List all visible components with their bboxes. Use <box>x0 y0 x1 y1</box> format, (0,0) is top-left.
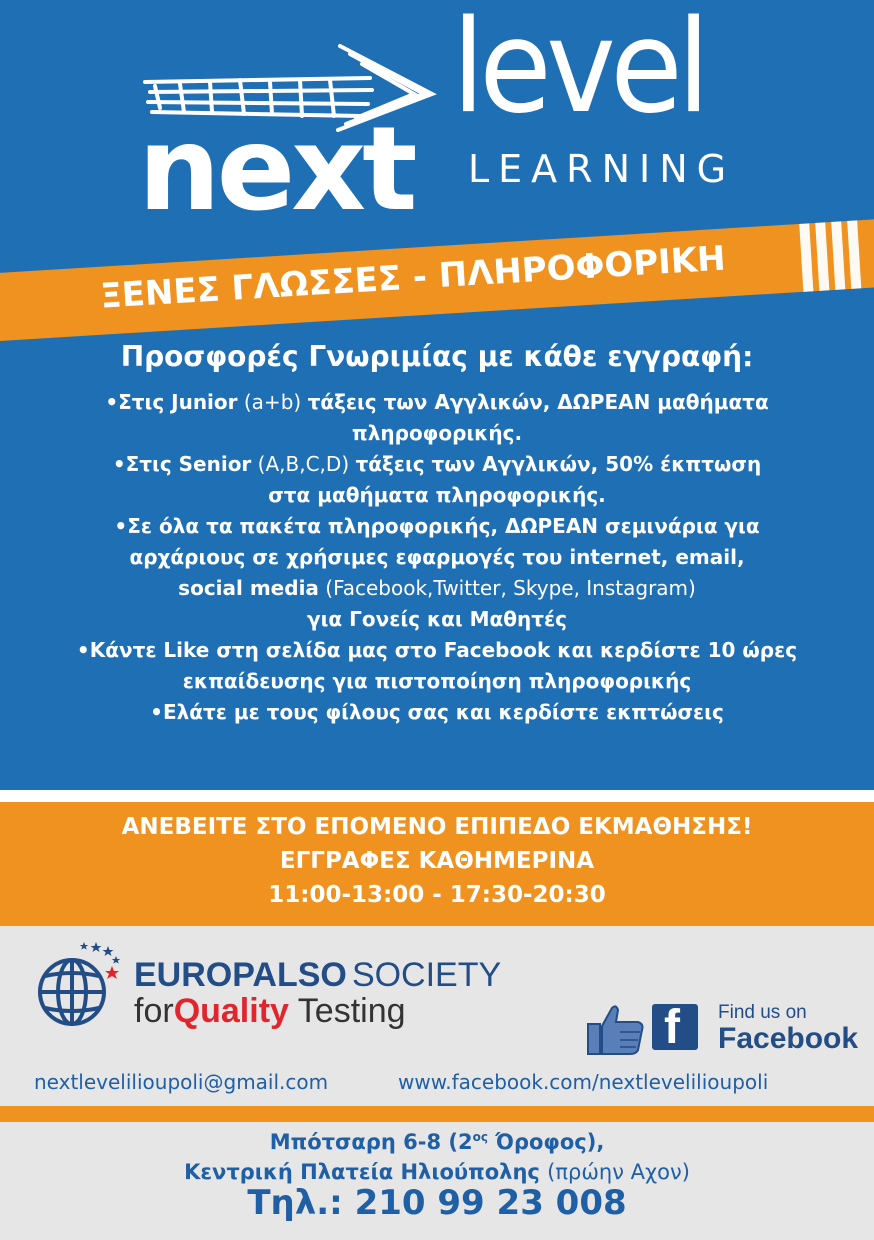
ribbon-text: ΞΕΝΕΣ ΓΛΩΣΣΕΣ - ΠΛΗΡΟΦΟΡΙΚΗ <box>99 238 727 317</box>
offers-block <box>0 340 874 728</box>
logo-word-next: next <box>138 102 414 237</box>
logo-word-level: level <box>452 0 705 142</box>
address-block <box>0 1122 874 1240</box>
offer-text: τάξεις των Αγγλικών, ΔΩΡΕΑΝ μαθήματα <box>307 390 769 414</box>
offer-text: αρχάριους σε χρήσιμες εφαρμογές του internet, email, <box>129 545 745 569</box>
orange-divider <box>0 1106 874 1122</box>
tagline-quality: Quality <box>173 992 289 1030</box>
address-former-name: (πρώην Αχον) <box>547 1160 690 1184</box>
tagline-for: for <box>134 992 174 1030</box>
offer-text: (a+b) <box>243 390 302 414</box>
europalso-name <box>134 956 501 995</box>
address-square-name: Κεντρική Πλατεία Ηλιούπολης <box>184 1160 540 1184</box>
address-street-b: Όροφος), <box>495 1130 605 1154</box>
band-hours: 11:00-13:00 - 17:30-20:30 <box>268 882 606 908</box>
logo-word-learning: LEARNING <box>468 147 736 191</box>
tagline-testing: Testing <box>297 992 406 1030</box>
offer-junior <box>0 387 874 449</box>
offer-text: τάξεις των Αγγλικών, 50% έκπτωση <box>355 452 762 476</box>
next-level-logo <box>0 0 874 240</box>
offer-text: για Γονείς και Μαθητές <box>306 607 568 631</box>
thumbs-up-icon <box>586 1004 646 1056</box>
address-square <box>0 1160 874 1184</box>
offer-text: (A,B,C,D) <box>257 452 350 476</box>
offer-text: εκπαίδευσης για πιστοποίηση πληροφορικής <box>182 669 692 693</box>
offers-title: Προσφορές Γνωριμίας με κάθε εγγραφή: <box>120 340 754 373</box>
offer-senior <box>0 449 874 511</box>
facebook-badge[interactable] <box>586 1000 859 1060</box>
offer-text: στα μαθήματα πληροφορικής. <box>268 483 606 507</box>
offer-text: •Στις Junior <box>105 390 238 414</box>
europalso-tagline <box>134 992 406 1031</box>
offer-friends <box>0 697 874 728</box>
offer-facebook-like <box>0 635 874 697</box>
facebook-word: Facebook <box>718 1022 859 1055</box>
facebook-letter: f <box>664 1001 680 1054</box>
europalso-name-bold: EUROPALSO <box>134 956 347 994</box>
facebook-url-link[interactable]: www.facebook.com/nextlevelilioupoli <box>398 1070 769 1094</box>
ribbon-stripes <box>799 220 861 291</box>
registration-band <box>0 802 874 926</box>
offer-text: πληροφορικής. <box>351 421 523 445</box>
address-street-a: Μπότσαρη 6-8 (2 <box>269 1130 473 1154</box>
band-headline: ΑΝΕΒΕΙΤΕ ΣΤΟ ΕΠΟΜΕΝΟ ΕΠΙΠΕΔΟ ΕΚΜΑΘΗΣΗΣ! <box>121 814 753 840</box>
facebook-logo-icon <box>652 1001 698 1054</box>
facebook-find-label: Find us on <box>718 1002 807 1023</box>
offer-text: (Facebook,Twitter, Skype, Instagram) <box>325 576 696 600</box>
offer-text: •Στις Senior <box>112 452 252 476</box>
offer-text: •Ελάτε με τους φίλους σας και κερδίστε εκπτώσεις <box>150 700 724 724</box>
globe-icon <box>34 936 134 1036</box>
europalso-logo <box>34 936 502 1040</box>
address-street <box>0 1130 874 1154</box>
europalso-name-plain: SOCIETY <box>351 956 502 994</box>
phone-number[interactable]: Τηλ.: 210 99 23 008 <box>247 1183 627 1223</box>
email-link[interactable]: nextlevelilioupoli@gmail.com <box>34 1070 329 1094</box>
offer-text: •Κάντε Like στη σελίδα μας στο Facebook και κερδίστε 10 ώρες <box>76 638 798 662</box>
band-registrations: ΕΓΓΡΑΦΕΣ ΚΑΘΗΜΕΡΙΝΑ <box>279 848 595 874</box>
offer-text: social media <box>178 576 319 600</box>
address-floor-sup: ος <box>472 1130 488 1144</box>
offer-computer-packages <box>0 511 874 635</box>
offer-text: •Σε όλα τα πακέτα πληροφορικής, ΔΩΡΕΑΝ σεμινάρια για <box>114 514 760 538</box>
